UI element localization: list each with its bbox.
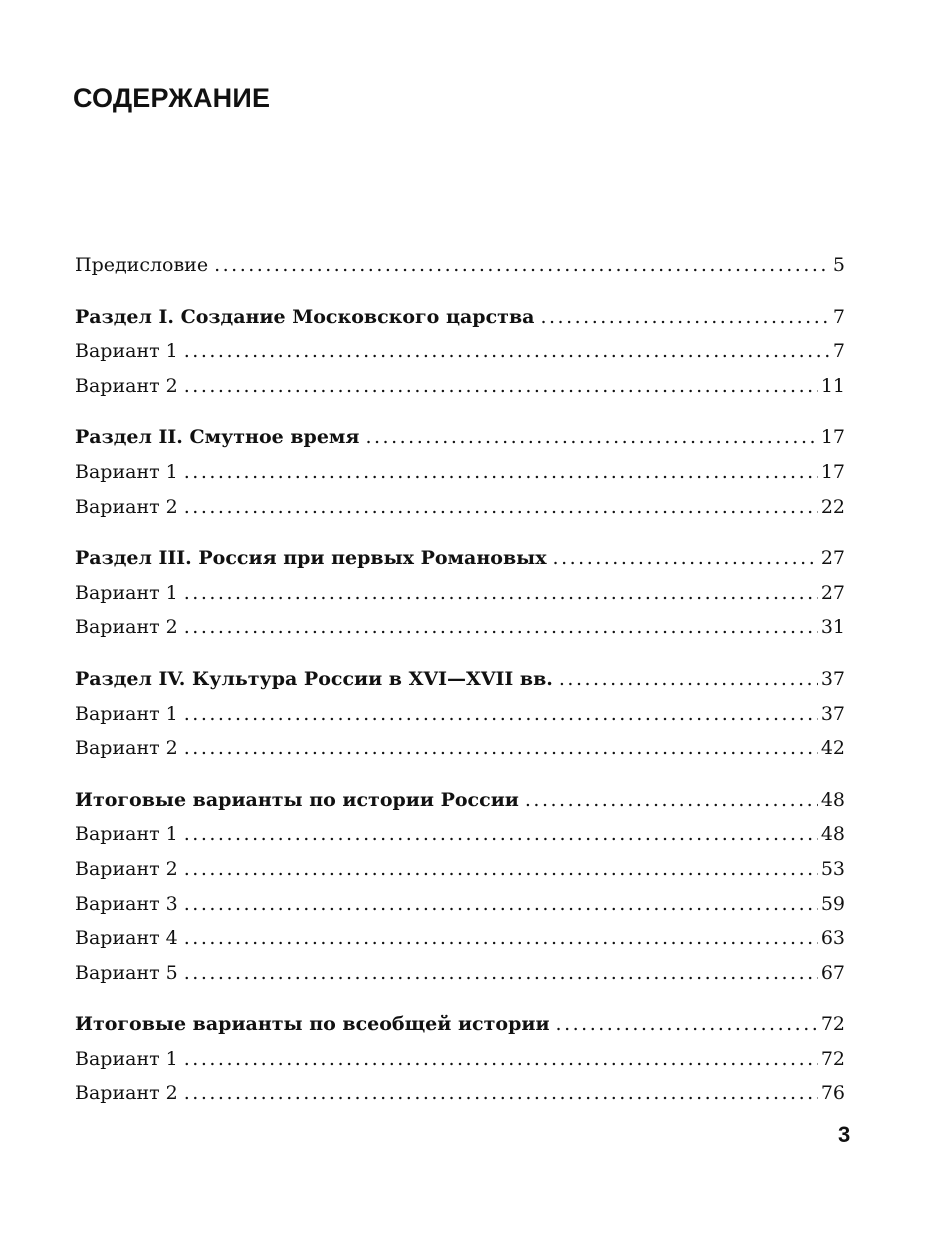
dot-leader <box>559 662 818 697</box>
toc-group <box>75 248 845 283</box>
toc-entry <box>75 1076 845 1111</box>
toc-section-heading <box>75 1007 845 1042</box>
toc-entry-page: 7 <box>832 340 845 363</box>
toc-entry <box>75 576 845 611</box>
toc-section-heading <box>75 300 845 335</box>
toc-entry <box>75 334 845 369</box>
toc-entry-page: 53 <box>820 857 845 880</box>
toc-entry-label: Вариант 1 <box>75 340 178 363</box>
toc-entry <box>75 490 845 525</box>
toc-entry-label: Вариант 5 <box>75 961 178 984</box>
toc-entry-page: 31 <box>820 616 845 639</box>
dot-leader <box>184 1042 818 1077</box>
toc-group <box>75 420 845 524</box>
toc-entry-label: Вариант 1 <box>75 581 178 604</box>
toc-entry-label: Предисловие <box>75 254 209 276</box>
toc-entry-label: Раздел I. Создание Московского царства <box>75 305 535 328</box>
dot-leader <box>540 300 829 335</box>
toc-section-heading <box>75 420 845 455</box>
toc-entry-label: Раздел IV. Культура России в XVI—XVII вв. <box>75 667 553 690</box>
toc-entry-label: Вариант 1 <box>75 702 178 725</box>
toc-entry <box>75 817 845 852</box>
toc-entry-label: Раздел III. Россия при первых Романовых <box>75 547 547 570</box>
toc-entry-label: Вариант 2 <box>75 1082 178 1105</box>
dot-leader <box>184 576 818 611</box>
page-title: СОДЕРЖАНИЕ <box>73 83 271 113</box>
toc-entry-label: Вариант 2 <box>75 857 178 880</box>
toc-entry-page: 59 <box>820 892 845 915</box>
toc-entry-label: Вариант 2 <box>75 495 178 518</box>
dot-leader <box>184 887 818 922</box>
toc-entry-label: Вариант 2 <box>75 616 178 639</box>
dot-leader <box>184 369 818 404</box>
toc-entry <box>75 610 845 645</box>
dot-leader <box>556 1007 818 1042</box>
toc-entry <box>75 731 845 766</box>
toc-entry-page: 76 <box>820 1082 845 1105</box>
dot-leader <box>553 541 818 576</box>
toc-entry <box>75 248 845 283</box>
dot-leader <box>525 783 818 818</box>
dot-leader <box>184 817 818 852</box>
toc-entry-page: 63 <box>820 927 845 950</box>
toc-entry-page: 37 <box>820 702 845 725</box>
toc-entry <box>75 956 845 991</box>
toc-entry <box>75 369 845 404</box>
toc-entry-page: 7 <box>832 305 845 328</box>
dot-leader <box>184 956 818 991</box>
toc-entry-page: 72 <box>820 1047 845 1070</box>
toc-entry-page: 48 <box>820 788 845 811</box>
toc-section-heading <box>75 783 845 818</box>
toc-entry <box>75 1042 845 1077</box>
dot-leader <box>184 455 818 490</box>
toc-group <box>75 300 845 404</box>
dot-leader <box>184 334 830 369</box>
toc-entry-label: Вариант 1 <box>75 1047 178 1070</box>
toc-entry-page: 27 <box>820 547 845 570</box>
toc-entry-page: 17 <box>820 426 845 449</box>
toc-entry <box>75 921 845 956</box>
toc-entry-label: Вариант 3 <box>75 892 178 915</box>
toc-entry-page: 48 <box>820 823 845 846</box>
toc-group <box>75 783 845 991</box>
toc-section-heading <box>75 541 845 576</box>
toc-entry-label: Вариант 4 <box>75 927 178 950</box>
dot-leader <box>184 697 818 732</box>
toc-entry-label: Вариант 2 <box>75 737 178 760</box>
toc-entry-page: 17 <box>820 460 845 483</box>
dot-leader <box>184 731 818 766</box>
dot-leader <box>184 490 818 525</box>
toc-entry-label: Вариант 1 <box>75 823 178 846</box>
toc-entry-label: Раздел II. Смутное время <box>75 426 360 449</box>
toc-group <box>75 541 845 645</box>
dot-leader <box>184 921 818 956</box>
dot-leader <box>214 248 830 283</box>
dot-leader <box>184 610 818 645</box>
toc-entry-page: 27 <box>820 581 845 604</box>
toc-entry-label: Вариант 2 <box>75 374 178 397</box>
toc-entry <box>75 852 845 887</box>
dot-leader <box>365 420 817 455</box>
toc-section-heading <box>75 662 845 697</box>
toc-entry <box>75 887 845 922</box>
toc-entry <box>75 697 845 732</box>
page-number: 3 <box>838 1122 851 1147</box>
toc-group <box>75 1007 845 1111</box>
toc-entry-page: 67 <box>820 961 845 984</box>
toc-entry <box>75 455 845 490</box>
toc-entry-label: Итоговые варианты по всеобщей истории <box>75 1013 550 1036</box>
dot-leader <box>184 852 818 887</box>
toc-entry-page: 22 <box>820 495 845 518</box>
toc-group <box>75 662 845 766</box>
dot-leader <box>184 1076 818 1111</box>
toc-entry-label: Вариант 1 <box>75 460 178 483</box>
table-of-contents <box>75 248 845 1128</box>
toc-entry-page: 72 <box>820 1013 845 1036</box>
toc-entry-label: Итоговые варианты по истории России <box>75 788 519 811</box>
toc-entry-page: 37 <box>820 667 845 690</box>
toc-entry-page: 5 <box>832 254 845 276</box>
toc-entry-page: 11 <box>820 374 845 397</box>
toc-entry-page: 42 <box>820 737 845 760</box>
